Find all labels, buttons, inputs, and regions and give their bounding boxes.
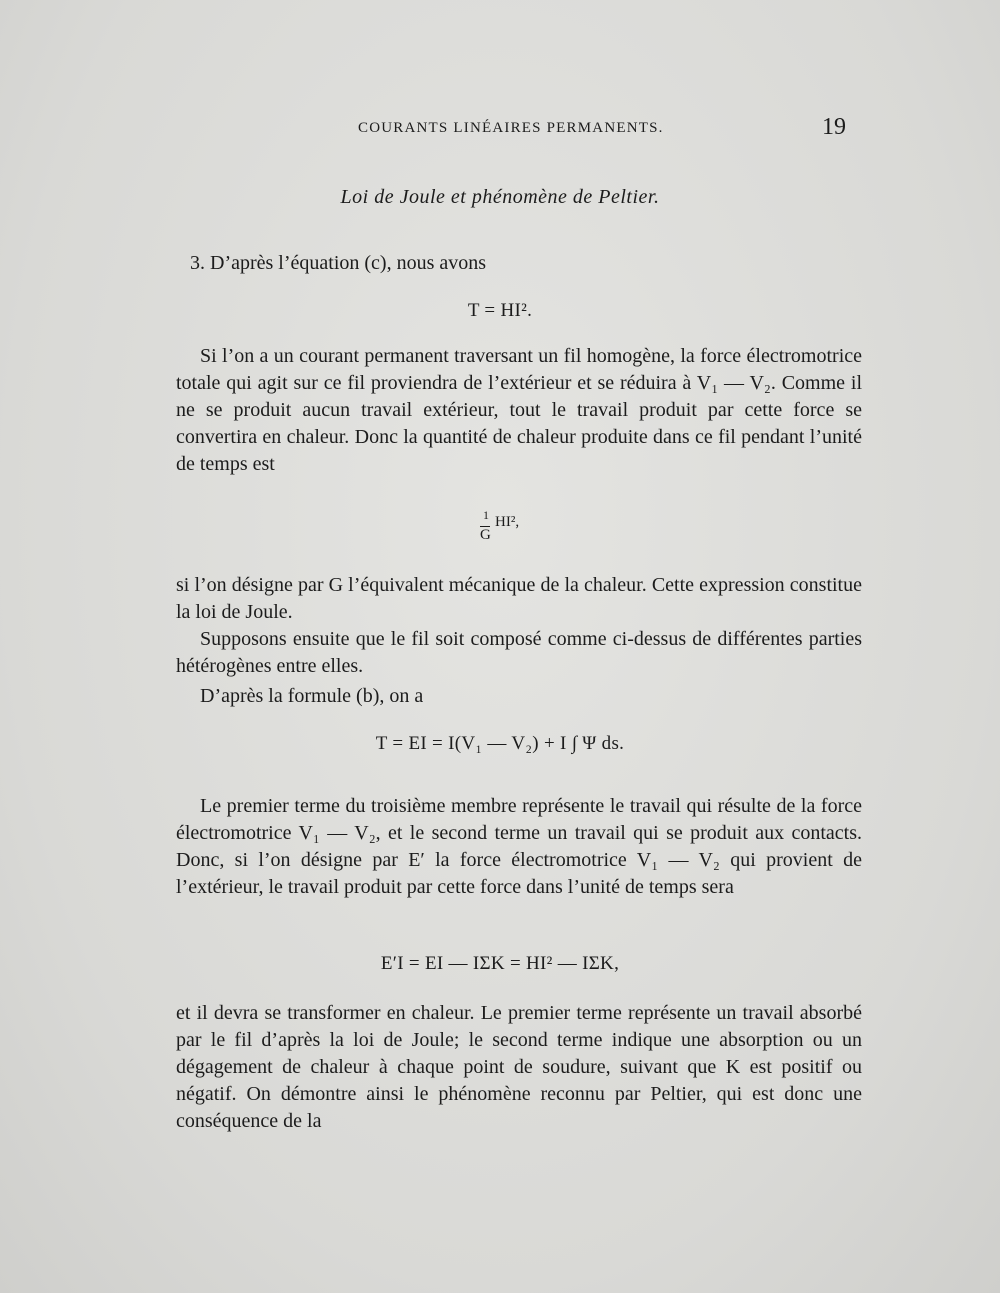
equation-work-produced: E′I = EI — IΣK = HI² — IΣK,: [380, 953, 620, 974]
section-title: Loi de Joule et phénomène de Peltier.: [340, 186, 660, 208]
paragraph-joule-law: si l’on désigne par G l’équivalent mécanique de la chaleur. Cette expression constitue la loi de Joule.: [176, 574, 862, 623]
page-number: 19: [822, 114, 846, 140]
paragraph-peltier: et il devra se transformer en chaleur. Le premier terme représente un travail absorbé par le fil d’après la loi de Joule; le second terme indique une absorption ou un dégagement de chaleur à chaque point de soudure, suivant que K est positif ou négatif. On démontre ainsi le phénomène reconnu par Peltier, qui est donc une conséquence de la: [176, 1002, 862, 1132]
paragraph-intro: 3. D’après l’équation (c), nous avons: [190, 252, 487, 274]
paragraph-work-terms: Le premier terme du troisième membre représente le travail qui résulte de la force électromotrice V₁ — V₂, et le second terme un travail qui se produit aux contacts. Donc, si l’on désigne par E′ la force électromotrice V₁ — V₂ qui provient de l’extérieur, le travail produit par cette force dans l’unité de temps sera: [176, 795, 862, 898]
paragraph-heterogeneous-wire: Supposons ensuite que le fil soit composé comme ci-dessus de différentes parties hétérogènes entre elles.: [176, 628, 862, 677]
paragraph-homogeneous-wire: Si l’on a un courant permanent traversant un fil homogène, la force électromotrice totale qui agit sur ce fil proviendra de l’extérieur et se réduira à V₁ — V₂. Comme il ne se produit aucun travail extérieur, tout le travail produit par cette force se convertira en chaleur. Donc la quantité de chaleur produite dans ce fil pendant l’unité de temps est: [176, 345, 862, 475]
page-header: [0, 114, 1000, 142]
equation-joule-heat: T = HI².: [467, 300, 533, 321]
equation-heat-quantity: [478, 508, 538, 548]
running-head: COURANTS LINÉAIRES PERMANENTS.: [358, 120, 664, 136]
equation-rest: HI²,: [495, 514, 520, 530]
fraction-denominator: G: [480, 527, 491, 543]
fraction-numerator: 1: [483, 508, 489, 522]
equation-total-work: T = EI = I(V₁ — V₂) + I ∫ Ψ ds.: [375, 733, 625, 754]
paragraph-formula-b: D’après la formule (b), on a: [200, 685, 424, 707]
